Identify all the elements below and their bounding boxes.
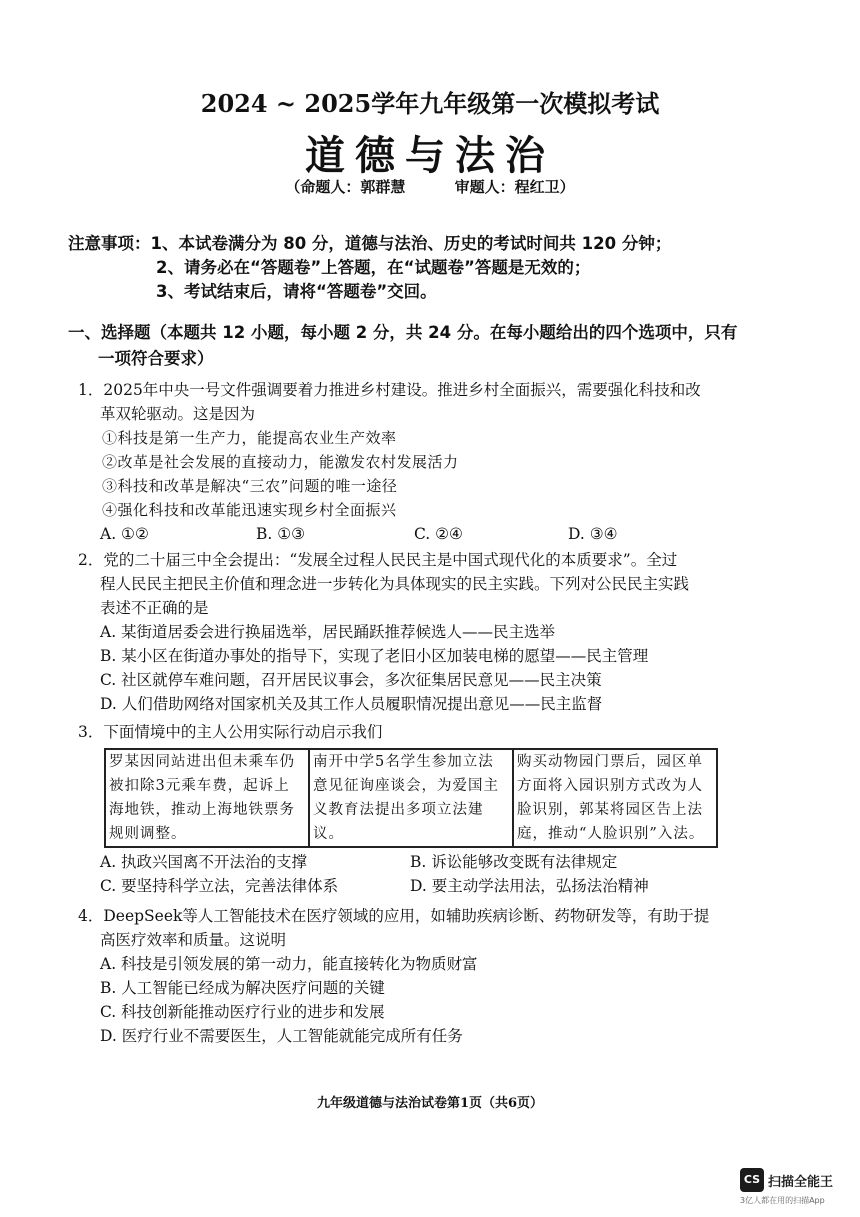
q3-case-1: 罗某因同站进出但未乘车仍被扣除3元乘车费，起诉上海地铁，推动上海地铁票务规则调整。 xyxy=(105,749,309,847)
table-row xyxy=(105,749,717,847)
camscanner-name: 扫描全能王 xyxy=(768,1175,834,1190)
q2-option-a[interactable]: A. 某街道居委会进行换届选举，居民踊跃推荐候选人——民主选举 xyxy=(100,623,556,641)
q4-option-a[interactable]: A. 科技是引领发展的第一动力，能直接转化为物质财富 xyxy=(100,955,478,973)
authors-line xyxy=(0,176,860,197)
camscanner-tagline: 3亿人都在用的扫描App xyxy=(740,1196,825,1205)
q1-stem-line-2: 革双轮驱动。这是因为 xyxy=(100,405,256,423)
q2-stem-line-2: 程人民民主把民主价值和理念进一步转化为具体现实的民主实践。下列对公民民主实践 xyxy=(100,575,690,593)
question-3 xyxy=(78,720,758,744)
question-4 xyxy=(78,904,758,1048)
q1-statement-3: ③科技和改革是解决“三农”问题的唯一途径 xyxy=(102,477,398,495)
q1-statement-1: ①科技是第一生产力，能提高农业生产效率 xyxy=(102,429,397,447)
question-1 xyxy=(78,378,758,546)
q2-option-b[interactable]: B. 某小区在街道办事处的指导下，实现了老旧小区加装电梯的愿望——民主管理 xyxy=(100,647,649,665)
notice-line-2: 2、请务必在“答题卷”上答题，在“试题卷”答题是无效的； xyxy=(156,258,591,277)
section-heading xyxy=(68,320,768,372)
section-heading-line-1: 一、选择题（本题共 12 小题，每小题 2 分，共 24 分。在每小题给出的四个选项中，只有 xyxy=(68,323,738,342)
q3-options xyxy=(78,850,758,898)
q4-stem-line-1: 4．DeepSeek等人工智能技术在医疗领域的应用，如辅助疾病诊断、药物研发等，有助于提 xyxy=(78,907,710,925)
q1-statement-2: ②改革是社会发展的直接动力，能激发农村发展活力 xyxy=(102,453,459,471)
exam-title: 2024 ~ 2025学年九年级第一次模拟考试 xyxy=(200,89,660,118)
q1-stem-line-1: 1．2025年中央一号文件强调要着力推进乡村建设。推进乡村全面振兴，需要强化科技和改 xyxy=(78,381,701,399)
q4-option-c[interactable]: C. 科技创新能推动医疗行业的进步和发展 xyxy=(100,1003,385,1021)
q2-option-d[interactable]: D. 人们借助网络对国家机关及其工作人员履职情况提出意见——民主监督 xyxy=(100,695,603,713)
notice-block xyxy=(68,232,671,304)
q3-option-a[interactable]: A. 执政兴国离不开法治的支撑 xyxy=(100,853,308,871)
notice-line-1: 注意事项：1、本试卷满分为 80 分，道德与法治、历史的考试时间共 120 分钟； xyxy=(68,234,672,253)
q4-stem-line-2: 高医疗效率和质量。这说明 xyxy=(100,931,287,949)
q1-options xyxy=(78,522,758,546)
page-footer: 九年级道德与法治试卷第1页（共6页） xyxy=(316,1096,544,1111)
q3-stem: 3．下面情境中的主人公用实际行动启示我们 xyxy=(78,723,383,741)
q3-case-2: 南开中学5名学生参加立法意见征询座谈会，为爱国主义教育法提出多项立法建议。 xyxy=(309,749,513,847)
q2-stem-line-3: 表述不正确的是 xyxy=(100,599,209,617)
q3-case-table xyxy=(104,748,718,848)
q3-case-3: 购买动物园门票后，园区单方面将入园识别方式改为人脸识别，郭某将园区告上法庭，推动“人脸识别”入法。 xyxy=(513,749,717,847)
notice-line-3: 3、考试结束后，请将“答题卷”交回。 xyxy=(156,282,437,301)
camscanner-logo-icon: CS xyxy=(740,1168,764,1192)
q1-option-a[interactable]: A. ①② xyxy=(100,525,149,543)
q3-option-d[interactable]: D. 要主动学法用法，弘扬法治精神 xyxy=(410,877,649,895)
q3-option-b[interactable]: B. 诉讼能够改变既有法律规定 xyxy=(410,853,618,871)
q2-option-c[interactable]: C. 社区就停车难问题，召开居民议事会，多次征集居民意见——民主决策 xyxy=(100,671,602,689)
q1-option-c[interactable]: C. ②④ xyxy=(414,525,463,543)
proposer: （命题人：郭群慧 xyxy=(285,178,406,196)
question-2 xyxy=(78,548,758,716)
q1-option-b[interactable]: B. ①③ xyxy=(256,525,306,543)
q3-options-row-2 xyxy=(78,874,758,898)
q1-statement-4: ④强化科技和改革能迅速实现乡村全面振兴 xyxy=(102,501,397,519)
q4-option-b[interactable]: B. 人工智能已经成为解决医疗问题的关键 xyxy=(100,979,385,997)
q4-option-d[interactable]: D. 医疗行业不需要医生，人工智能就能完成所有任务 xyxy=(100,1027,463,1045)
q2-stem-line-1: 2．党的二十届三中全会提出：“发展全过程人民民主是中国式现代化的本质要求”。全过 xyxy=(78,551,678,569)
q3-options-row-1 xyxy=(78,850,758,874)
subject-title: 道德与法治 xyxy=(305,132,555,179)
reviewer: 审题人：程红卫） xyxy=(454,178,575,196)
camscanner-watermark xyxy=(740,1166,850,1206)
section-heading-line-2: 一项符合要求） xyxy=(98,349,214,368)
q3-option-c[interactable]: C. 要坚持科学立法，完善法律体系 xyxy=(100,877,339,895)
q1-option-d[interactable]: D. ③④ xyxy=(568,525,618,543)
